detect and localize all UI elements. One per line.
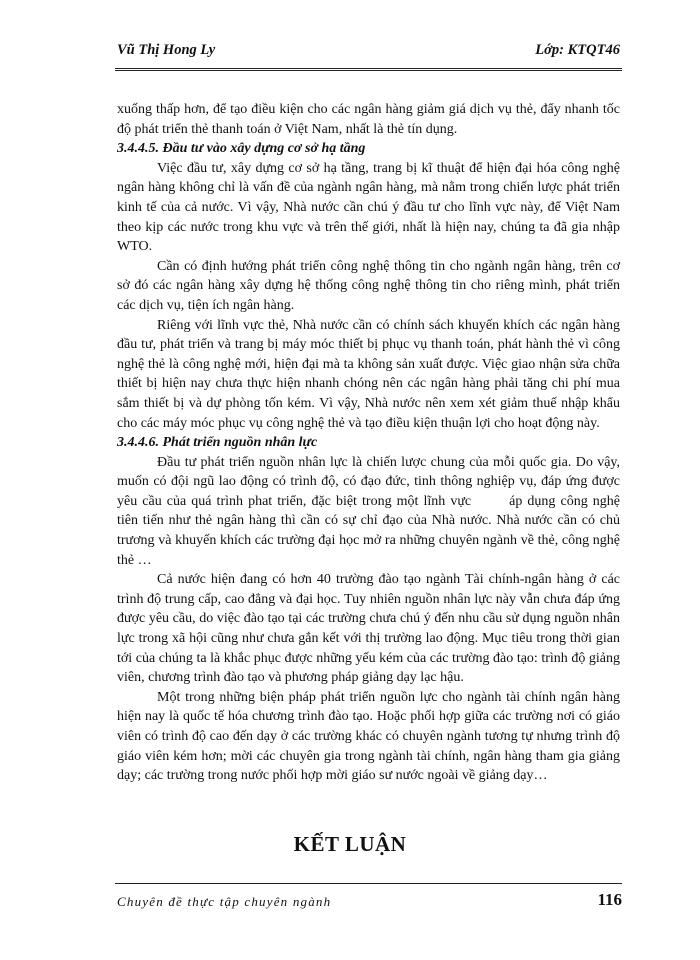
paragraph: xuống thấp hơn, để tạo điều kiện cho các ngân hàng giảm giá dịch vụ thẻ, đẩy nhanh tốc độ phát triển thẻ thanh toán ở Việt Nam, nhất là thẻ tín dụng.: [117, 102, 620, 137]
paragraph: Riêng với lĩnh vực thẻ, Nhà nước cần có chính sách khuyến khích các ngân hàng đầu tư, phát triển và trang bị máy móc thiết bị phục vụ thanh toán, phát hành thẻ vì công nghệ thẻ là công nghệ mới, hiện đại mà ta không sản xuất được. Việc giao nhận sửa chữa thiết bị hiện nay chưa thực hiện nhanh chóng nên các ngân hàng phải tăng chi phí mua sắm thiết bị và dự phòng tốn kém. Vì vậy, Nhà nước nên xem xét giảm thuế nhập khẩu cho các máy móc phục vụ công nghệ thẻ và tạo điều kiện thuận lợi cho hoạt động này.: [117, 317, 620, 431]
header-divider: [115, 68, 622, 71]
page-header: [115, 36, 620, 66]
paragraph: Cần có định hướng phát triển công nghệ thông tin cho ngành ngân hàng, trên cơ sở đó các ngân hàng xây dựng hệ thống công nghệ thông tin cho riêng mình, phát triển các dịch vụ, tiện ích ngân hàng.: [117, 258, 620, 313]
paragraph: Cả nước hiện đang có hơn 40 trường đào tạo ngành Tài chính-ngân hàng ở các trình độ trung cấp, cao đẳng và đại học. Tuy nhiên nguồn nhân lực này vẫn chưa đáp ứng được yêu cầu, do việc đào tạo tại các trường chưa chú ý đến nhu cầu sử dụng nguồn nhân lực trong xã hội cũng như chưa gắn kết với thị trường lao động. Mục tiêu trong thời gian tới của chúng ta là khắc phục được những yếu kém của các trường đào tạo: trình độ giảng viên, chương trình đào tạo và phương pháp giảng dạy lạc hậu.: [117, 572, 620, 686]
page-footer: [115, 888, 622, 916]
paragraph-text: Đầu tư phát triển nguồn nhân lực là chiến lược chung của mỗi quốc gia. Do vậy, muốn có đội ngũ lao động có trình độ, có đạo đức, tinh thông nghiệp vụ, đáp ứng được yêu cầu của quá trình phat triển, đặc biệt trong một lĩnh vực: [117, 454, 620, 509]
paragraph: Việc đầu tư, xây dựng cơ sở hạ tầng, trang bị kĩ thuật để hiện đại hóa công nghệ ngân hàng không chỉ là vấn đề của ngành ngân hàng, mà nằm trong chiến lược phát triển kinh tế của cả nước. Vì vậy, Nhà nước cần chú ý đầu tư cho lĩnh vực này, để Việt Nam theo kịp các nước trong khu vực và trên thế giới, nhất là hiện nay, chúng ta đã gia nhập WTO.: [117, 160, 620, 255]
paragraph: Một trong những biện pháp phát triển nguồn lực cho ngành tài chính ngân hàng hiện nay là quốc tế hóa chương trình đào tạo. Hoặc phối hợp giữa các trường nơi có giáo viên có trình độ cao đến dạy ở các trường khác có chuyên ngành tương tự nhưng trình độ giáo viên kém hơn; mời các chuyên gia trong ngành tài chính, ngân hàng tham gia giảng dạy; các trường trong nước phối hợp mời giáo sư nước ngoài về giảng dạy…: [117, 689, 620, 784]
section-heading: 3.4.4.6. Phát triển nguồn nhân lực: [117, 435, 318, 451]
class-label: Lớp: KTQT46: [535, 42, 620, 58]
conclusion-heading: KẾT LUẬN: [293, 832, 407, 856]
footer-divider: [115, 883, 622, 884]
author-name: Vũ Thị Hong Ly: [117, 42, 216, 58]
paragraph-text: áp dụng công nghệ tiên tiến như thẻ ngân hàng thì cần có sự chỉ đạo của Nhà nước. Nhà nước cần có chủ trương và khuyến khích các trường đại học mở ra những chuyên ngành về thẻ, công nghệ thẻ …: [117, 493, 620, 568]
document-type: Chuyên đề thực tập chuyên ngành: [117, 894, 332, 909]
page-number: 116: [597, 890, 622, 909]
paragraph: [117, 453, 620, 571]
document-body: [117, 100, 620, 786]
section-heading: 3.4.4.5. Đầu tư vào xây dựng cơ sở hạ tầng: [117, 141, 366, 157]
